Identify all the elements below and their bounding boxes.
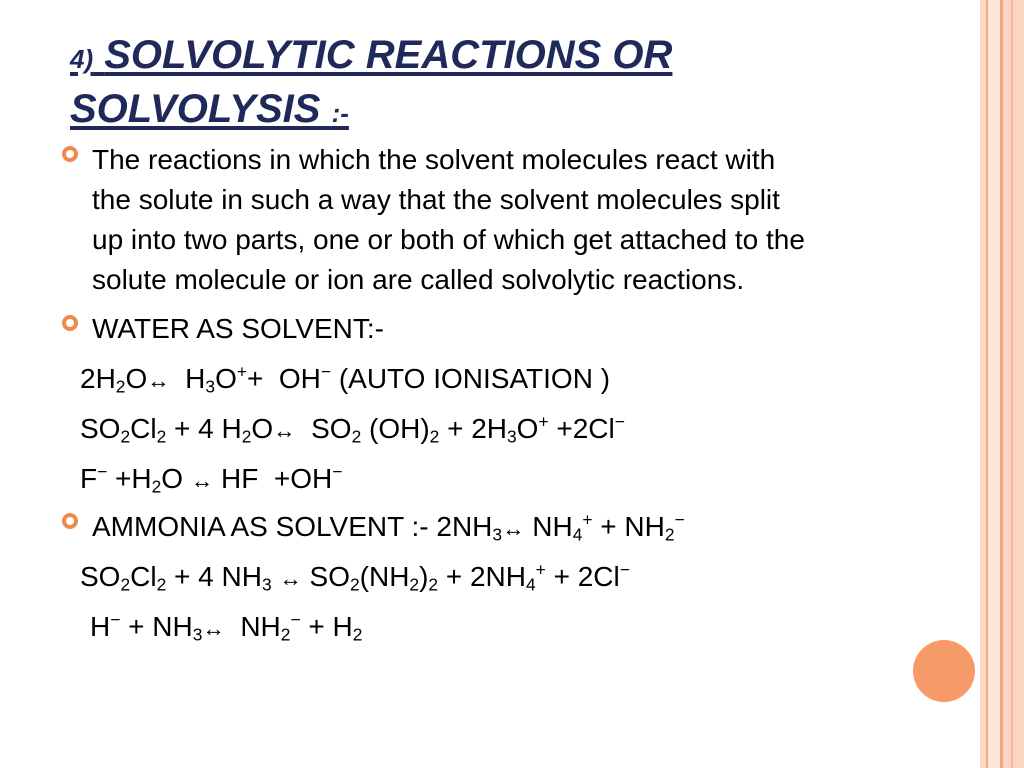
water-heading: WATER AS SOLVENT:- <box>92 313 384 344</box>
equation-fluoride-water: $F^- +H_2O$ ↔ HF +OH− <box>80 461 343 497</box>
title-line1: SOLVOLYTIC REACTIONS OR <box>104 33 673 77</box>
definition-line-2: the solute in such a way that the solvent molecules split <box>92 184 780 215</box>
title-number: 4) <box>70 44 94 74</box>
title-line2: SOLVOLYSIS <box>70 87 321 131</box>
title-tail: :- <box>331 98 349 128</box>
definition-line-1: The reactions in which the solvent molecules react with <box>92 144 776 175</box>
equation-so2cl2-ammonia: $SO_2Cl_2 + 4$ $NH_3$ ↔ $SO_2(NH_2)_2 + 2NH_4^+ + 2Cl^-$ <box>80 559 630 595</box>
ammonia-heading: AMMONIA AS SOLVENT :- <box>92 511 429 542</box>
equation-so2cl2-water: $SO_2Cl_2 + 4$ $H_2O\leftrightarrow$ $SO_2$ $(OH)_2 + 2H_3O^+ +2Cl^-$ <box>80 411 625 447</box>
bullet-circle-icon <box>62 146 78 162</box>
slide-title <box>70 30 930 138</box>
decorative-side-stripes <box>980 0 1024 768</box>
bullet-circle-icon <box>62 315 78 331</box>
equation-hydride-ammonia: $H^- + NH_3\leftrightarrow$ $NH_2^- + H_2$ <box>90 609 363 645</box>
decorative-orange-circle <box>913 640 975 702</box>
equation-water-auto-ionisation: $2H_2O\leftrightarrow$ $H_3O^++ OH^-$ (AUTO IONISATION ) <box>80 361 611 397</box>
bullet-circle-icon <box>62 513 78 529</box>
auto-ionisation-note: (AUTO IONISATION ) <box>338 363 611 394</box>
definition-line-3: up into two parts, one or both of which get attached to the <box>92 224 805 255</box>
ammonia-heading-line: AMMONIA AS SOLVENT :- $2NH_3\leftrightarrow$ $NH_4^+ + NH_2^-$ <box>92 509 685 545</box>
definition-line-4: solute molecule or ion are called solvolytic reactions. <box>92 264 745 295</box>
